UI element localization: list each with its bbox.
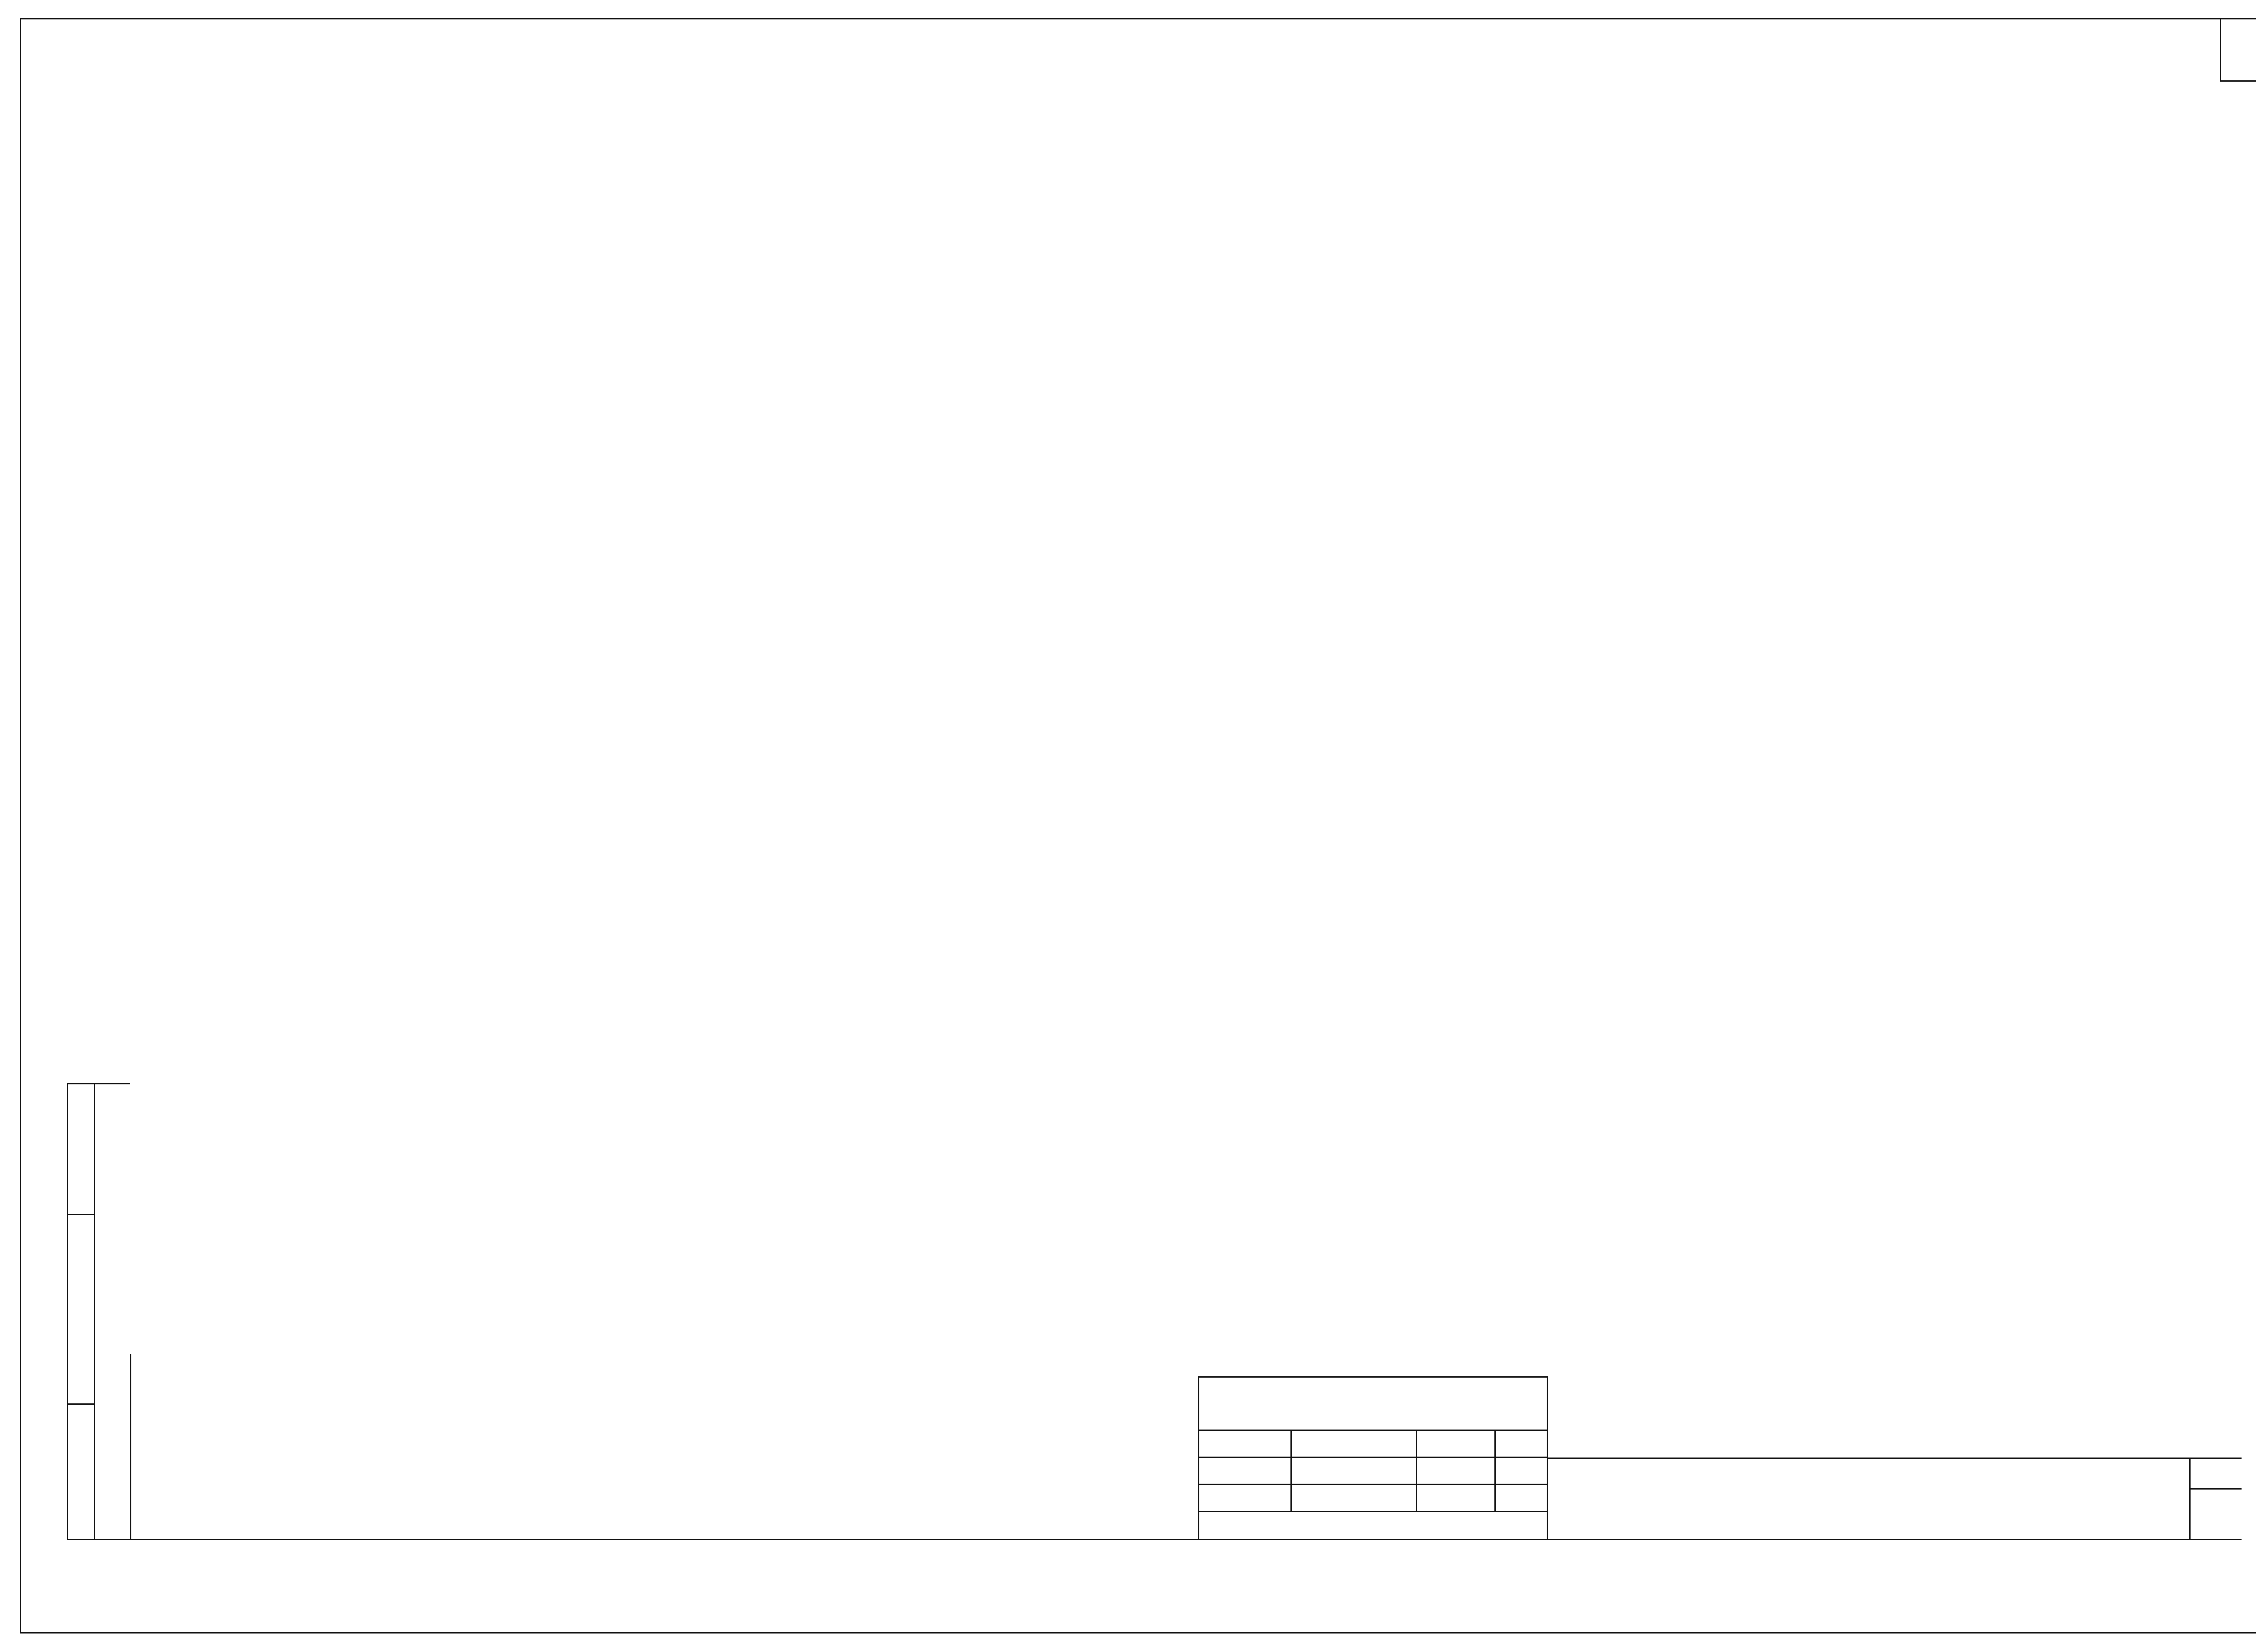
header-position <box>130 80 238 270</box>
privyazan-v1 <box>1290 1430 1292 1511</box>
stamp-col-right <box>94 1083 95 1540</box>
frame-bottom-edge <box>20 1632 2256 1633</box>
privyazan-left <box>1198 1376 1199 1540</box>
stamp-col-left <box>67 1083 68 1540</box>
privyazan-top <box>1198 1376 1548 1378</box>
list-box-left <box>2189 1458 2191 1540</box>
title-block-left <box>130 1354 131 1540</box>
header-material-code <box>1678 80 1867 270</box>
privyazan-v3 <box>1494 1430 1496 1511</box>
header-name-line1 <box>238 117 1145 153</box>
header-mass <box>2111 80 2242 270</box>
frame-top-edge <box>20 18 2256 19</box>
frame-left-edge <box>20 18 21 1633</box>
header-unit-name <box>1335 149 1411 270</box>
header-type <box>1145 80 1335 270</box>
title-block-bottom <box>130 1539 2242 1540</box>
header-name-line2 <box>238 171 1145 208</box>
stamp-top <box>67 1083 130 1084</box>
sheet-box-left <box>2220 18 2221 81</box>
stamp-div2 <box>67 1403 94 1405</box>
header-unit-code <box>1411 149 1493 270</box>
header-price <box>1867 80 2002 270</box>
stamp-bottom <box>67 1539 130 1540</box>
privyazan-v2 <box>1416 1430 1417 1511</box>
header-factory-code <box>1493 80 1678 270</box>
header-unit <box>1335 80 1493 148</box>
privyazan-line4 <box>1198 1511 1548 1512</box>
stamp-div1 <box>67 1214 94 1215</box>
header-quantity <box>2002 80 2111 270</box>
list-box-divider <box>2189 1488 2242 1490</box>
doc-row-top <box>1547 1458 2242 1459</box>
